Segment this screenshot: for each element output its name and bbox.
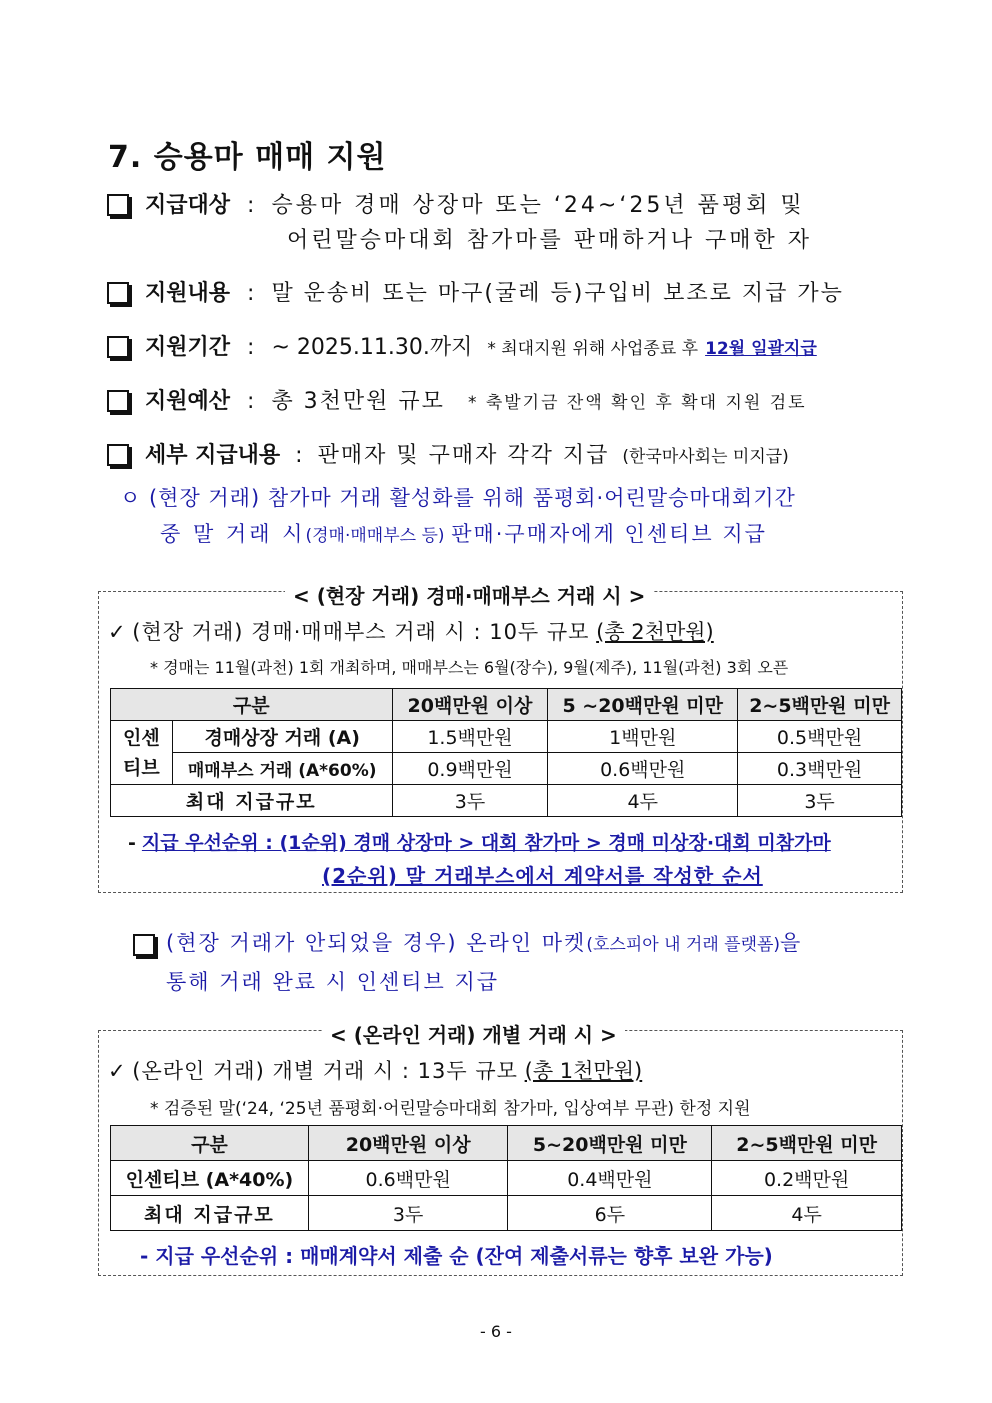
onsite-table (110, 688, 902, 817)
onsite-check-line (108, 616, 714, 646)
header-cell: 5~20백만원 미만 (508, 1126, 712, 1161)
group-label-2: 티브 (123, 756, 160, 779)
table-cell: 0.6백만원 (308, 1161, 508, 1196)
onsite-note: * 경매는 11월(과천) 1회 개최하며, 매매부스는 6월(장수), 9월(제주), 11월(과천) 3회 오픈 (150, 658, 789, 677)
onsite-priority-line2: (2순위) 말 거래부스에서 계약서를 작성한 순서 (322, 864, 763, 888)
priority-dash: - (128, 832, 136, 854)
item-note: * 축발기금 잔액 확인 후 확대 지원 검토 (467, 393, 807, 413)
online-item-line2: 통해 거래 완료 시 인센티브 지급 (166, 970, 500, 994)
table-cell: 1.5백만원 (392, 721, 548, 753)
checkbox-icon (107, 194, 129, 216)
table-cell: 0.2백만원 (712, 1161, 902, 1196)
item-note: (한국마사회는 미지급) (622, 447, 789, 467)
online-paren: (호스피아 내 거래 플랫폼) (586, 935, 781, 955)
table-cell: 1백만원 (548, 721, 738, 753)
onsite-text: 중 말 거래 시 (160, 522, 306, 546)
header-cell: 2~5백만원 미만 (712, 1126, 902, 1161)
onsite-paren: (경매·매매부스 등) (305, 526, 445, 546)
item-text: 말 운송비 또는 마구(굴레 등)구입비 보조로 지급 가능 (271, 281, 844, 306)
checkbox-icon (107, 336, 129, 358)
onsite-priority (128, 828, 831, 855)
page-title: 7. 승용마 매매 지원 (108, 140, 387, 175)
item-period (145, 330, 817, 361)
checkbox-icon (107, 444, 129, 466)
row-label: 최대 지급규모 (111, 1196, 309, 1231)
checkbox-icon (107, 282, 129, 304)
item-text: 총 3천만원 규모 (271, 389, 445, 414)
group-label (111, 721, 173, 785)
table-cell: 0.5백만원 (738, 721, 902, 753)
row-label: 경매상장 거래 (A) (172, 721, 392, 753)
row-label: 매매부스 거래 (A*60%) (172, 753, 392, 785)
group-label-1: 인센 (123, 726, 160, 749)
table-cell: 0.3백만원 (738, 753, 902, 785)
item-text: 승용마 경매 상장마 또는 ‘24~‘25년 품평회 및 (271, 193, 805, 218)
online-item-line1 (166, 927, 800, 957)
check-icon: ✓ (108, 1059, 126, 1083)
table-cell: 3두 (392, 785, 548, 817)
check-icon: ✓ (108, 620, 126, 644)
item-target (145, 188, 805, 219)
table-cell: 3두 (738, 785, 902, 817)
table-row (111, 1196, 902, 1231)
onsite-bullet-line1: ㅇ (현장 거래) 참가마 거래 활성화를 위해 품평회·어린말승마대회기간 (120, 486, 796, 510)
item-text: 판매자 및 구매자 각각 지급 (317, 443, 610, 468)
item-label: 지원기간 (145, 335, 231, 360)
table-row (111, 721, 902, 753)
online-text: (현장 거래가 안되었을 경우) 온라인 마켓 (166, 931, 587, 955)
table-header-row (111, 1126, 902, 1161)
item-sep: : (247, 193, 255, 218)
header-cell: 구분 (111, 689, 393, 721)
item-sep: : (247, 389, 255, 414)
item-label: 지급대상 (145, 193, 231, 218)
onsite-bullet-line2 (160, 518, 767, 548)
row-label: 최대 지급규모 (111, 785, 393, 817)
checkbox-icon (133, 934, 155, 956)
header-cell: 구분 (111, 1126, 309, 1161)
online-table (110, 1125, 902, 1231)
table-row (111, 785, 902, 817)
checkbox-icon (107, 390, 129, 412)
check-total: (총 1천만원) (524, 1059, 643, 1083)
item-text: ~ 2025.11.30.까지 (271, 335, 473, 360)
header-cell: 2~5백만원 미만 (738, 689, 902, 721)
item-sep: : (295, 443, 303, 468)
page-number: - 6 - (480, 1322, 512, 1341)
online-note: * 검증된 말(‘24, ‘25년 품평회·어린말승마대회 참가마, 입상여부 무관) 한정 지원 (150, 1099, 751, 1119)
table-row (111, 753, 902, 785)
table-header-row (111, 689, 902, 721)
header-cell: 5 ~20백만원 미만 (548, 689, 738, 721)
item-target-line2: 어린말승마대회 참가마를 판매하거나 구매한 자 (287, 228, 813, 253)
item-detail (145, 438, 789, 469)
table-cell: 0.4백만원 (508, 1161, 712, 1196)
item-sep: : (247, 281, 255, 306)
online-check-line (108, 1055, 642, 1085)
row-label: 인센티브 (A*40%) (111, 1161, 309, 1196)
item-content (145, 276, 844, 307)
priority-line1: 지급 우선순위 : (1순위) 경매 상장마 > 대회 참가마 > 경매 미상장·대회 미참가마 (141, 832, 831, 854)
item-sep: : (247, 335, 255, 360)
header-cell: 20백만원 이상 (392, 689, 548, 721)
check-total: (총 2천만원) (596, 620, 714, 644)
onsite-heading: < (현장 거래) 경매·매매부스 거래 시 > (285, 580, 653, 609)
table-cell: 4두 (712, 1196, 902, 1231)
online-heading: < (온라인 거래) 개별 거래 시 > (322, 1019, 625, 1048)
item-label: 세부 지급내용 (145, 443, 281, 468)
table-row (111, 1161, 902, 1196)
table-cell: 4두 (548, 785, 738, 817)
check-text: (현장 거래) 경매·매매부스 거래 시 : 10두 규모 (132, 620, 590, 644)
item-note: * 최대지원 위해 사업종료 후 (487, 339, 699, 359)
item-budget (145, 384, 807, 415)
item-label: 지원내용 (145, 281, 231, 306)
table-cell: 6두 (508, 1196, 712, 1231)
onsite-text: 판매·구매자에게 인센티브 지급 (451, 522, 767, 546)
item-note-highlight: 12월 일괄지급 (705, 339, 817, 359)
online-priority: - 지급 우선순위 : 매매계약서 제출 순 (잔여 제출서류는 향후 보완 가능) (140, 1244, 773, 1268)
header-cell: 20백만원 이상 (308, 1126, 508, 1161)
table-cell: 3두 (308, 1196, 508, 1231)
online-text: 을 (780, 931, 801, 955)
table-cell: 0.9백만원 (392, 753, 548, 785)
table-cell: 0.6백만원 (548, 753, 738, 785)
check-text: (온라인 거래) 개별 거래 시 : 13두 규모 (132, 1059, 518, 1083)
item-label: 지원예산 (145, 389, 231, 414)
